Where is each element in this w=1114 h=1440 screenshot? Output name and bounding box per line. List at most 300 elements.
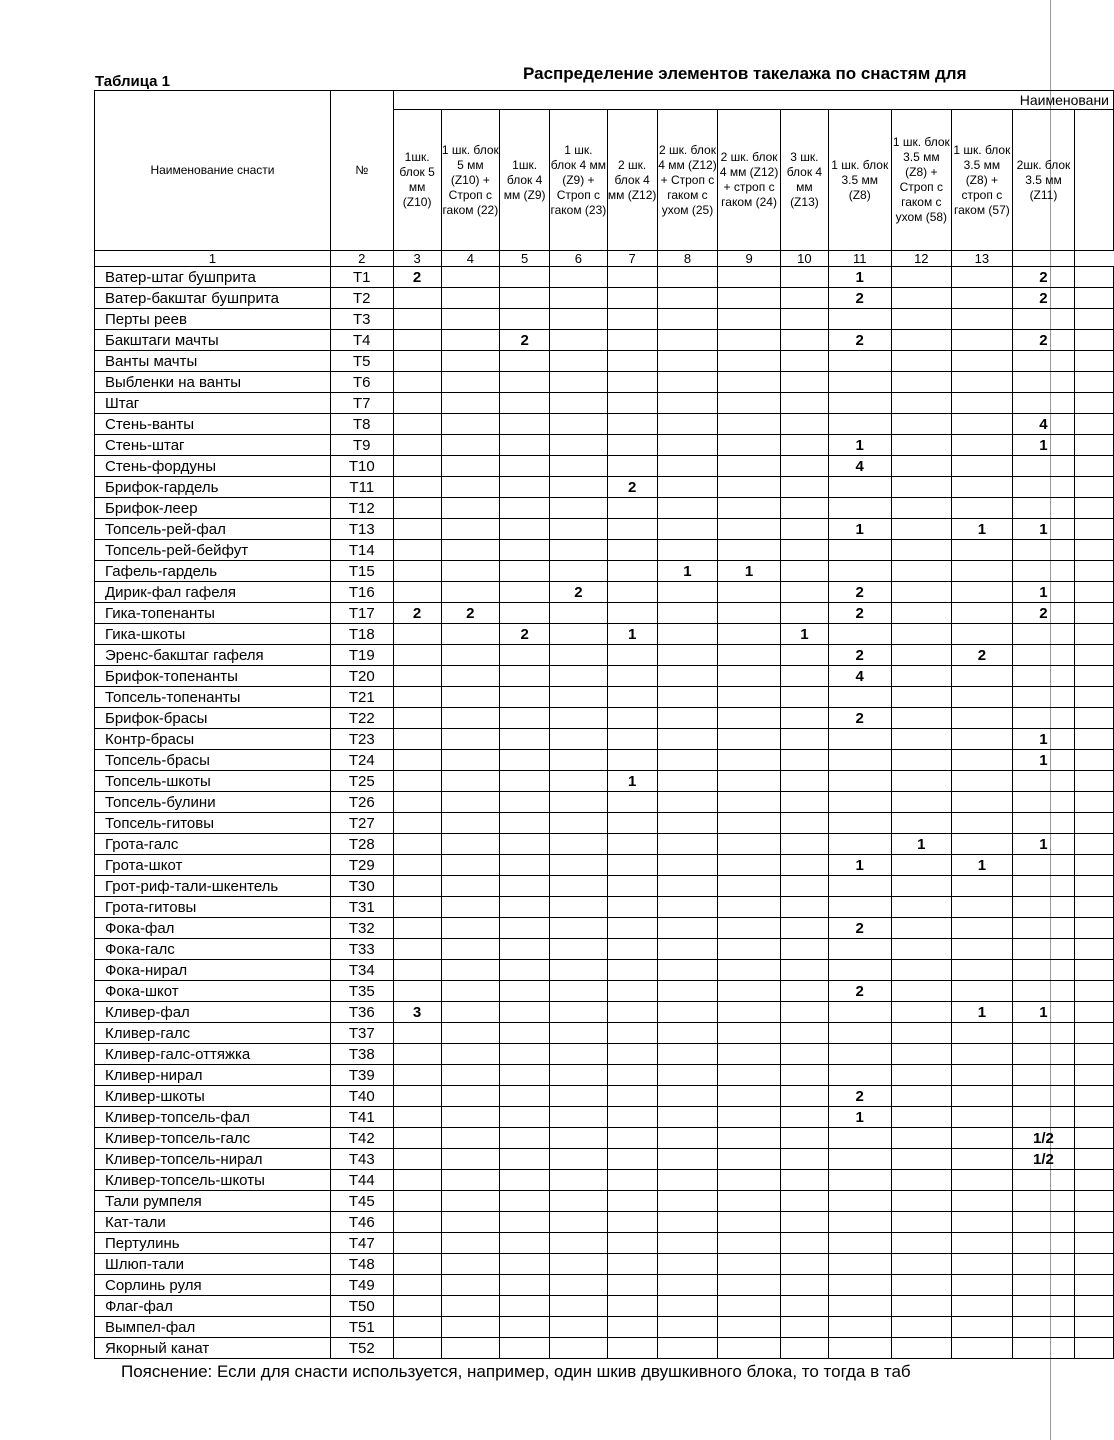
quantity-cell <box>550 1296 607 1317</box>
rigging-name-cell: Фока-галс <box>95 939 331 960</box>
quantity-cell <box>500 1212 550 1233</box>
quantity-cell <box>891 687 952 708</box>
quantity-cell <box>828 351 891 372</box>
quantity-cell <box>780 834 828 855</box>
quantity-cell <box>780 960 828 981</box>
quantity-cell <box>607 1317 657 1338</box>
quantity-cell: 2 <box>607 477 657 498</box>
rigging-name-cell: Ванты мачты <box>95 351 331 372</box>
quantity-cell <box>393 330 441 351</box>
cutoff-cell <box>1075 1338 1114 1359</box>
quantity-cell <box>828 498 891 519</box>
quantity-cell: 1 <box>607 771 657 792</box>
quantity-cell <box>500 834 550 855</box>
rigging-name-cell: Гафель-гардель <box>95 561 331 582</box>
quantity-cell <box>441 1317 499 1338</box>
column-header-item: 1шк. блок 4 мм (Z9) <box>500 110 550 251</box>
rigging-number-cell: T17 <box>330 603 393 624</box>
quantity-cell <box>657 1254 718 1275</box>
quantity-cell <box>550 1233 607 1254</box>
quantity-cell <box>952 1044 1013 1065</box>
table-row <box>95 687 1114 708</box>
quantity-cell <box>441 771 499 792</box>
table-row <box>95 1065 1114 1086</box>
quantity-cell <box>891 624 952 645</box>
table-row <box>95 624 1114 645</box>
table-row <box>95 960 1114 981</box>
quantity-cell <box>952 1275 1013 1296</box>
quantity-cell <box>607 855 657 876</box>
table-row <box>95 645 1114 666</box>
quantity-cell <box>441 1065 499 1086</box>
quantity-cell <box>891 1128 952 1149</box>
quantity-cell <box>718 1191 781 1212</box>
quantity-cell <box>441 834 499 855</box>
cutoff-cell <box>1075 498 1114 519</box>
quantity-cell <box>952 414 1013 435</box>
rigging-number-cell: T48 <box>330 1254 393 1275</box>
table-row <box>95 351 1114 372</box>
quantity-cell: 2 <box>393 603 441 624</box>
table-row <box>95 393 1114 414</box>
quantity-cell <box>952 435 1013 456</box>
quantity-cell <box>607 267 657 288</box>
quantity-cell: 1 <box>952 855 1013 876</box>
quantity-cell <box>500 918 550 939</box>
rigging-number-cell: T51 <box>330 1317 393 1338</box>
quantity-cell <box>657 1065 718 1086</box>
cutoff-cell <box>1075 1275 1114 1296</box>
quantity-cell <box>1012 561 1075 582</box>
quantity-cell <box>718 1002 781 1023</box>
quantity-cell <box>550 477 607 498</box>
quantity-cell <box>952 288 1013 309</box>
table-row <box>95 1107 1114 1128</box>
cutoff-cell <box>1075 960 1114 981</box>
quantity-cell <box>550 708 607 729</box>
quantity-cell <box>828 1065 891 1086</box>
rigging-number-cell: T49 <box>330 1275 393 1296</box>
quantity-cell <box>657 855 718 876</box>
quantity-cell <box>780 1065 828 1086</box>
quantity-cell <box>550 561 607 582</box>
quantity-cell <box>780 330 828 351</box>
rigging-number-cell: T42 <box>330 1128 393 1149</box>
quantity-cell <box>550 1044 607 1065</box>
table-row <box>95 834 1114 855</box>
quantity-cell <box>500 960 550 981</box>
quantity-cell <box>393 1044 441 1065</box>
table-row <box>95 1044 1114 1065</box>
quantity-cell <box>657 1296 718 1317</box>
quantity-cell <box>952 708 1013 729</box>
table-row <box>95 498 1114 519</box>
cutoff-cell <box>1075 687 1114 708</box>
quantity-cell <box>952 309 1013 330</box>
table-row <box>95 939 1114 960</box>
quantity-cell <box>441 792 499 813</box>
quantity-cell <box>607 540 657 561</box>
quantity-cell <box>441 1044 499 1065</box>
rigging-name-cell: Ватер-бакштаг бушприта <box>95 288 331 309</box>
rigging-name-cell: Дирик-фал гафеля <box>95 582 331 603</box>
quantity-cell <box>550 981 607 1002</box>
quantity-cell <box>393 1338 441 1359</box>
rigging-name-cell: Топсель-булини <box>95 792 331 813</box>
cutoff-cell <box>1075 456 1114 477</box>
quantity-cell <box>891 372 952 393</box>
quantity-cell <box>550 1149 607 1170</box>
quantity-cell <box>500 1170 550 1191</box>
quantity-cell <box>1012 540 1075 561</box>
rigging-name-cell: Грота-галс <box>95 834 331 855</box>
quantity-cell <box>500 1254 550 1275</box>
cutoff-cell <box>1075 1107 1114 1128</box>
quantity-cell <box>500 687 550 708</box>
cutoff-cell <box>1075 1149 1114 1170</box>
cutoff-cell <box>1075 708 1114 729</box>
quantity-cell <box>393 477 441 498</box>
quantity-cell <box>607 456 657 477</box>
quantity-cell <box>891 456 952 477</box>
quantity-cell <box>952 540 1013 561</box>
table-row <box>95 1233 1114 1254</box>
table-row <box>95 1338 1114 1359</box>
quantity-cell <box>500 708 550 729</box>
table-row <box>95 561 1114 582</box>
quantity-cell <box>550 876 607 897</box>
quantity-cell <box>828 687 891 708</box>
quantity-cell <box>952 498 1013 519</box>
table-row <box>95 330 1114 351</box>
rigging-number-cell: T36 <box>330 1002 393 1023</box>
quantity-cell <box>718 855 781 876</box>
quantity-cell <box>828 834 891 855</box>
quantity-cell <box>952 1065 1013 1086</box>
quantity-cell <box>718 267 781 288</box>
quantity-cell <box>1012 687 1075 708</box>
quantity-cell <box>441 1254 499 1275</box>
quantity-cell <box>441 939 499 960</box>
quantity-cell <box>828 792 891 813</box>
quantity-cell <box>780 1254 828 1275</box>
column-header-name: Наименование снасти <box>95 91 331 251</box>
quantity-cell <box>441 960 499 981</box>
table-row <box>95 1317 1114 1338</box>
quantity-cell <box>657 351 718 372</box>
quantity-cell: 2 <box>828 981 891 1002</box>
rigging-number-cell: T8 <box>330 414 393 435</box>
cutoff-cell <box>1075 1191 1114 1212</box>
quantity-cell <box>607 897 657 918</box>
rigging-name-cell: Гика-шкоты <box>95 624 331 645</box>
rigging-name-cell: Тали румпеля <box>95 1191 331 1212</box>
quantity-cell <box>891 645 952 666</box>
cutoff-cell <box>1075 666 1114 687</box>
quantity-cell <box>441 876 499 897</box>
quantity-cell <box>393 792 441 813</box>
quantity-cell <box>550 771 607 792</box>
quantity-cell: 2 <box>1012 267 1075 288</box>
quantity-cell <box>828 393 891 414</box>
quantity-cell <box>1012 351 1075 372</box>
quantity-cell <box>952 729 1013 750</box>
quantity-cell <box>657 729 718 750</box>
quantity-cell <box>657 1128 718 1149</box>
quantity-cell <box>441 1128 499 1149</box>
table-row <box>95 1086 1114 1107</box>
quantity-cell: 1 <box>952 519 1013 540</box>
rigging-name-cell: Кливер-фал <box>95 1002 331 1023</box>
quantity-cell <box>780 1212 828 1233</box>
quantity-cell: 2 <box>500 624 550 645</box>
column-number: 13 <box>952 251 1013 267</box>
quantity-cell <box>780 771 828 792</box>
quantity-cell <box>393 498 441 519</box>
cutoff-cell <box>1075 624 1114 645</box>
quantity-cell <box>500 876 550 897</box>
quantity-cell <box>1012 456 1075 477</box>
rigging-number-cell: T2 <box>330 288 393 309</box>
quantity-cell <box>828 1149 891 1170</box>
table-head <box>95 91 1114 267</box>
table-row <box>95 288 1114 309</box>
rigging-name-cell: Топсель-топенанты <box>95 687 331 708</box>
quantity-cell <box>1012 309 1075 330</box>
quantity-cell: 2 <box>550 582 607 603</box>
quantity-cell <box>952 393 1013 414</box>
quantity-cell <box>441 1191 499 1212</box>
quantity-cell <box>780 687 828 708</box>
table-row <box>95 771 1114 792</box>
quantity-cell <box>550 687 607 708</box>
quantity-cell <box>441 288 499 309</box>
rigging-name-cell: Сорлинь руля <box>95 1275 331 1296</box>
quantity-cell <box>550 288 607 309</box>
quantity-cell <box>500 267 550 288</box>
rigging-number-cell: T4 <box>330 330 393 351</box>
rigging-number-cell: T41 <box>330 1107 393 1128</box>
quantity-cell <box>607 792 657 813</box>
cutoff-cell <box>1075 792 1114 813</box>
quantity-cell <box>393 1317 441 1338</box>
quantity-cell <box>441 456 499 477</box>
quantity-cell <box>718 1044 781 1065</box>
quantity-cell <box>393 960 441 981</box>
quantity-cell <box>607 1191 657 1212</box>
quantity-cell <box>550 1191 607 1212</box>
table-row <box>95 1149 1114 1170</box>
rigging-number-cell: T14 <box>330 540 393 561</box>
quantity-cell: 3 <box>393 1002 441 1023</box>
table-row <box>95 435 1114 456</box>
quantity-cell <box>607 393 657 414</box>
quantity-cell <box>780 1275 828 1296</box>
quantity-cell <box>393 393 441 414</box>
quantity-cell <box>500 435 550 456</box>
quantity-cell <box>952 603 1013 624</box>
quantity-cell <box>891 1191 952 1212</box>
quantity-cell <box>393 1296 441 1317</box>
quantity-cell <box>780 813 828 834</box>
cutoff-cell <box>1075 435 1114 456</box>
quantity-cell <box>828 960 891 981</box>
column-number: 12 <box>891 251 952 267</box>
quantity-cell <box>1012 372 1075 393</box>
rigging-number-cell: T10 <box>330 456 393 477</box>
quantity-cell <box>500 750 550 771</box>
quantity-cell <box>500 582 550 603</box>
quantity-cell <box>550 351 607 372</box>
rigging-name-cell: Гика-топенанты <box>95 603 331 624</box>
quantity-cell <box>607 288 657 309</box>
cutoff-cell <box>1075 582 1114 603</box>
table-row <box>95 1254 1114 1275</box>
quantity-cell <box>718 309 781 330</box>
rigging-number-cell: T22 <box>330 708 393 729</box>
quantity-cell <box>550 834 607 855</box>
quantity-cell: 1 <box>657 561 718 582</box>
rigging-name-cell: Грота-шкот <box>95 855 331 876</box>
quantity-cell <box>550 498 607 519</box>
table-row <box>95 477 1114 498</box>
quantity-cell <box>780 897 828 918</box>
column-number: 4 <box>441 251 499 267</box>
quantity-cell <box>780 540 828 561</box>
rigging-name-cell: Топсель-гитовы <box>95 813 331 834</box>
quantity-cell <box>607 1086 657 1107</box>
quantity-cell <box>891 1170 952 1191</box>
table-row <box>95 981 1114 1002</box>
quantity-cell <box>891 540 952 561</box>
quantity-cell <box>657 750 718 771</box>
cutoff-cell <box>1075 855 1114 876</box>
quantity-cell <box>607 708 657 729</box>
quantity-cell <box>718 498 781 519</box>
quantity-cell <box>780 351 828 372</box>
quantity-cell <box>891 1107 952 1128</box>
quantity-cell <box>718 414 781 435</box>
quantity-cell <box>607 1128 657 1149</box>
rigging-name-cell: Кливер-нирал <box>95 1065 331 1086</box>
cutoff-cell <box>1075 1128 1114 1149</box>
quantity-cell <box>550 624 607 645</box>
quantity-cell <box>780 498 828 519</box>
rigging-name-cell: Перты реев <box>95 309 331 330</box>
quantity-cell <box>718 918 781 939</box>
quantity-cell <box>780 519 828 540</box>
quantity-cell <box>718 939 781 960</box>
table-container <box>94 90 1114 1359</box>
rigging-name-cell: Эренс-бакштаг гафеля <box>95 645 331 666</box>
quantity-cell <box>550 330 607 351</box>
column-number: 3 <box>393 251 441 267</box>
quantity-cell <box>393 519 441 540</box>
quantity-cell <box>550 792 607 813</box>
cutoff-cell <box>1075 1296 1114 1317</box>
cutoff-cell <box>1075 1086 1114 1107</box>
cutoff-cell <box>1075 1212 1114 1233</box>
quantity-cell <box>657 1233 718 1254</box>
quantity-cell <box>500 372 550 393</box>
rigging-number-cell: T20 <box>330 666 393 687</box>
quantity-cell <box>1012 1086 1075 1107</box>
quantity-cell: 1 <box>1012 729 1075 750</box>
quantity-cell <box>441 519 499 540</box>
quantity-cell <box>891 981 952 1002</box>
quantity-cell <box>607 1212 657 1233</box>
quantity-cell <box>1012 1044 1075 1065</box>
quantity-cell <box>550 1065 607 1086</box>
rigging-number-cell: T5 <box>330 351 393 372</box>
quantity-cell <box>952 1191 1013 1212</box>
quantity-cell: 1 <box>1012 834 1075 855</box>
quantity-cell <box>718 1170 781 1191</box>
column-header-item: 2 шк. блок 4 мм (Z12) + Строп с гаком с ухом (25) <box>657 110 718 251</box>
quantity-cell <box>828 897 891 918</box>
quantity-cell <box>718 372 781 393</box>
quantity-cell: 4 <box>828 456 891 477</box>
quantity-cell <box>550 645 607 666</box>
quantity-cell <box>891 1233 952 1254</box>
quantity-cell <box>891 792 952 813</box>
quantity-cell <box>1012 771 1075 792</box>
quantity-cell <box>780 1338 828 1359</box>
quantity-cell <box>952 1170 1013 1191</box>
quantity-cell <box>550 1002 607 1023</box>
table-row <box>95 855 1114 876</box>
quantity-cell <box>441 645 499 666</box>
rigging-number-cell: T7 <box>330 393 393 414</box>
table-row <box>95 729 1114 750</box>
quantity-cell <box>441 267 499 288</box>
quantity-cell <box>780 918 828 939</box>
quantity-cell <box>718 1233 781 1254</box>
quantity-cell <box>891 498 952 519</box>
quantity-cell <box>718 729 781 750</box>
cutoff-cell <box>1075 771 1114 792</box>
quantity-cell <box>1012 477 1075 498</box>
quantity-cell <box>891 1086 952 1107</box>
quantity-cell <box>780 582 828 603</box>
quantity-cell <box>718 1149 781 1170</box>
column-header-item: 2шк. блок 3.5 мм (Z11) <box>1012 110 1075 251</box>
rigging-number-cell: T50 <box>330 1296 393 1317</box>
quantity-cell <box>891 1002 952 1023</box>
quantity-cell <box>607 939 657 960</box>
quantity-cell <box>393 1212 441 1233</box>
quantity-cell <box>1012 666 1075 687</box>
quantity-cell <box>828 1254 891 1275</box>
quantity-cell <box>500 603 550 624</box>
column-number: 7 <box>607 251 657 267</box>
cutoff-cell <box>1075 1254 1114 1275</box>
quantity-cell: 1 <box>1012 435 1075 456</box>
quantity-cell <box>607 813 657 834</box>
cutoff-cell <box>1075 519 1114 540</box>
rigging-name-cell: Стень-штаг <box>95 435 331 456</box>
quantity-cell <box>1012 1233 1075 1254</box>
rigging-number-cell: T46 <box>330 1212 393 1233</box>
quantity-cell <box>1012 645 1075 666</box>
table-row <box>95 1170 1114 1191</box>
quantity-cell <box>952 939 1013 960</box>
quantity-cell <box>780 561 828 582</box>
rigging-name-cell: Грота-гитовы <box>95 897 331 918</box>
quantity-cell <box>718 645 781 666</box>
quantity-cell <box>780 477 828 498</box>
rigging-number-cell: T47 <box>330 1233 393 1254</box>
